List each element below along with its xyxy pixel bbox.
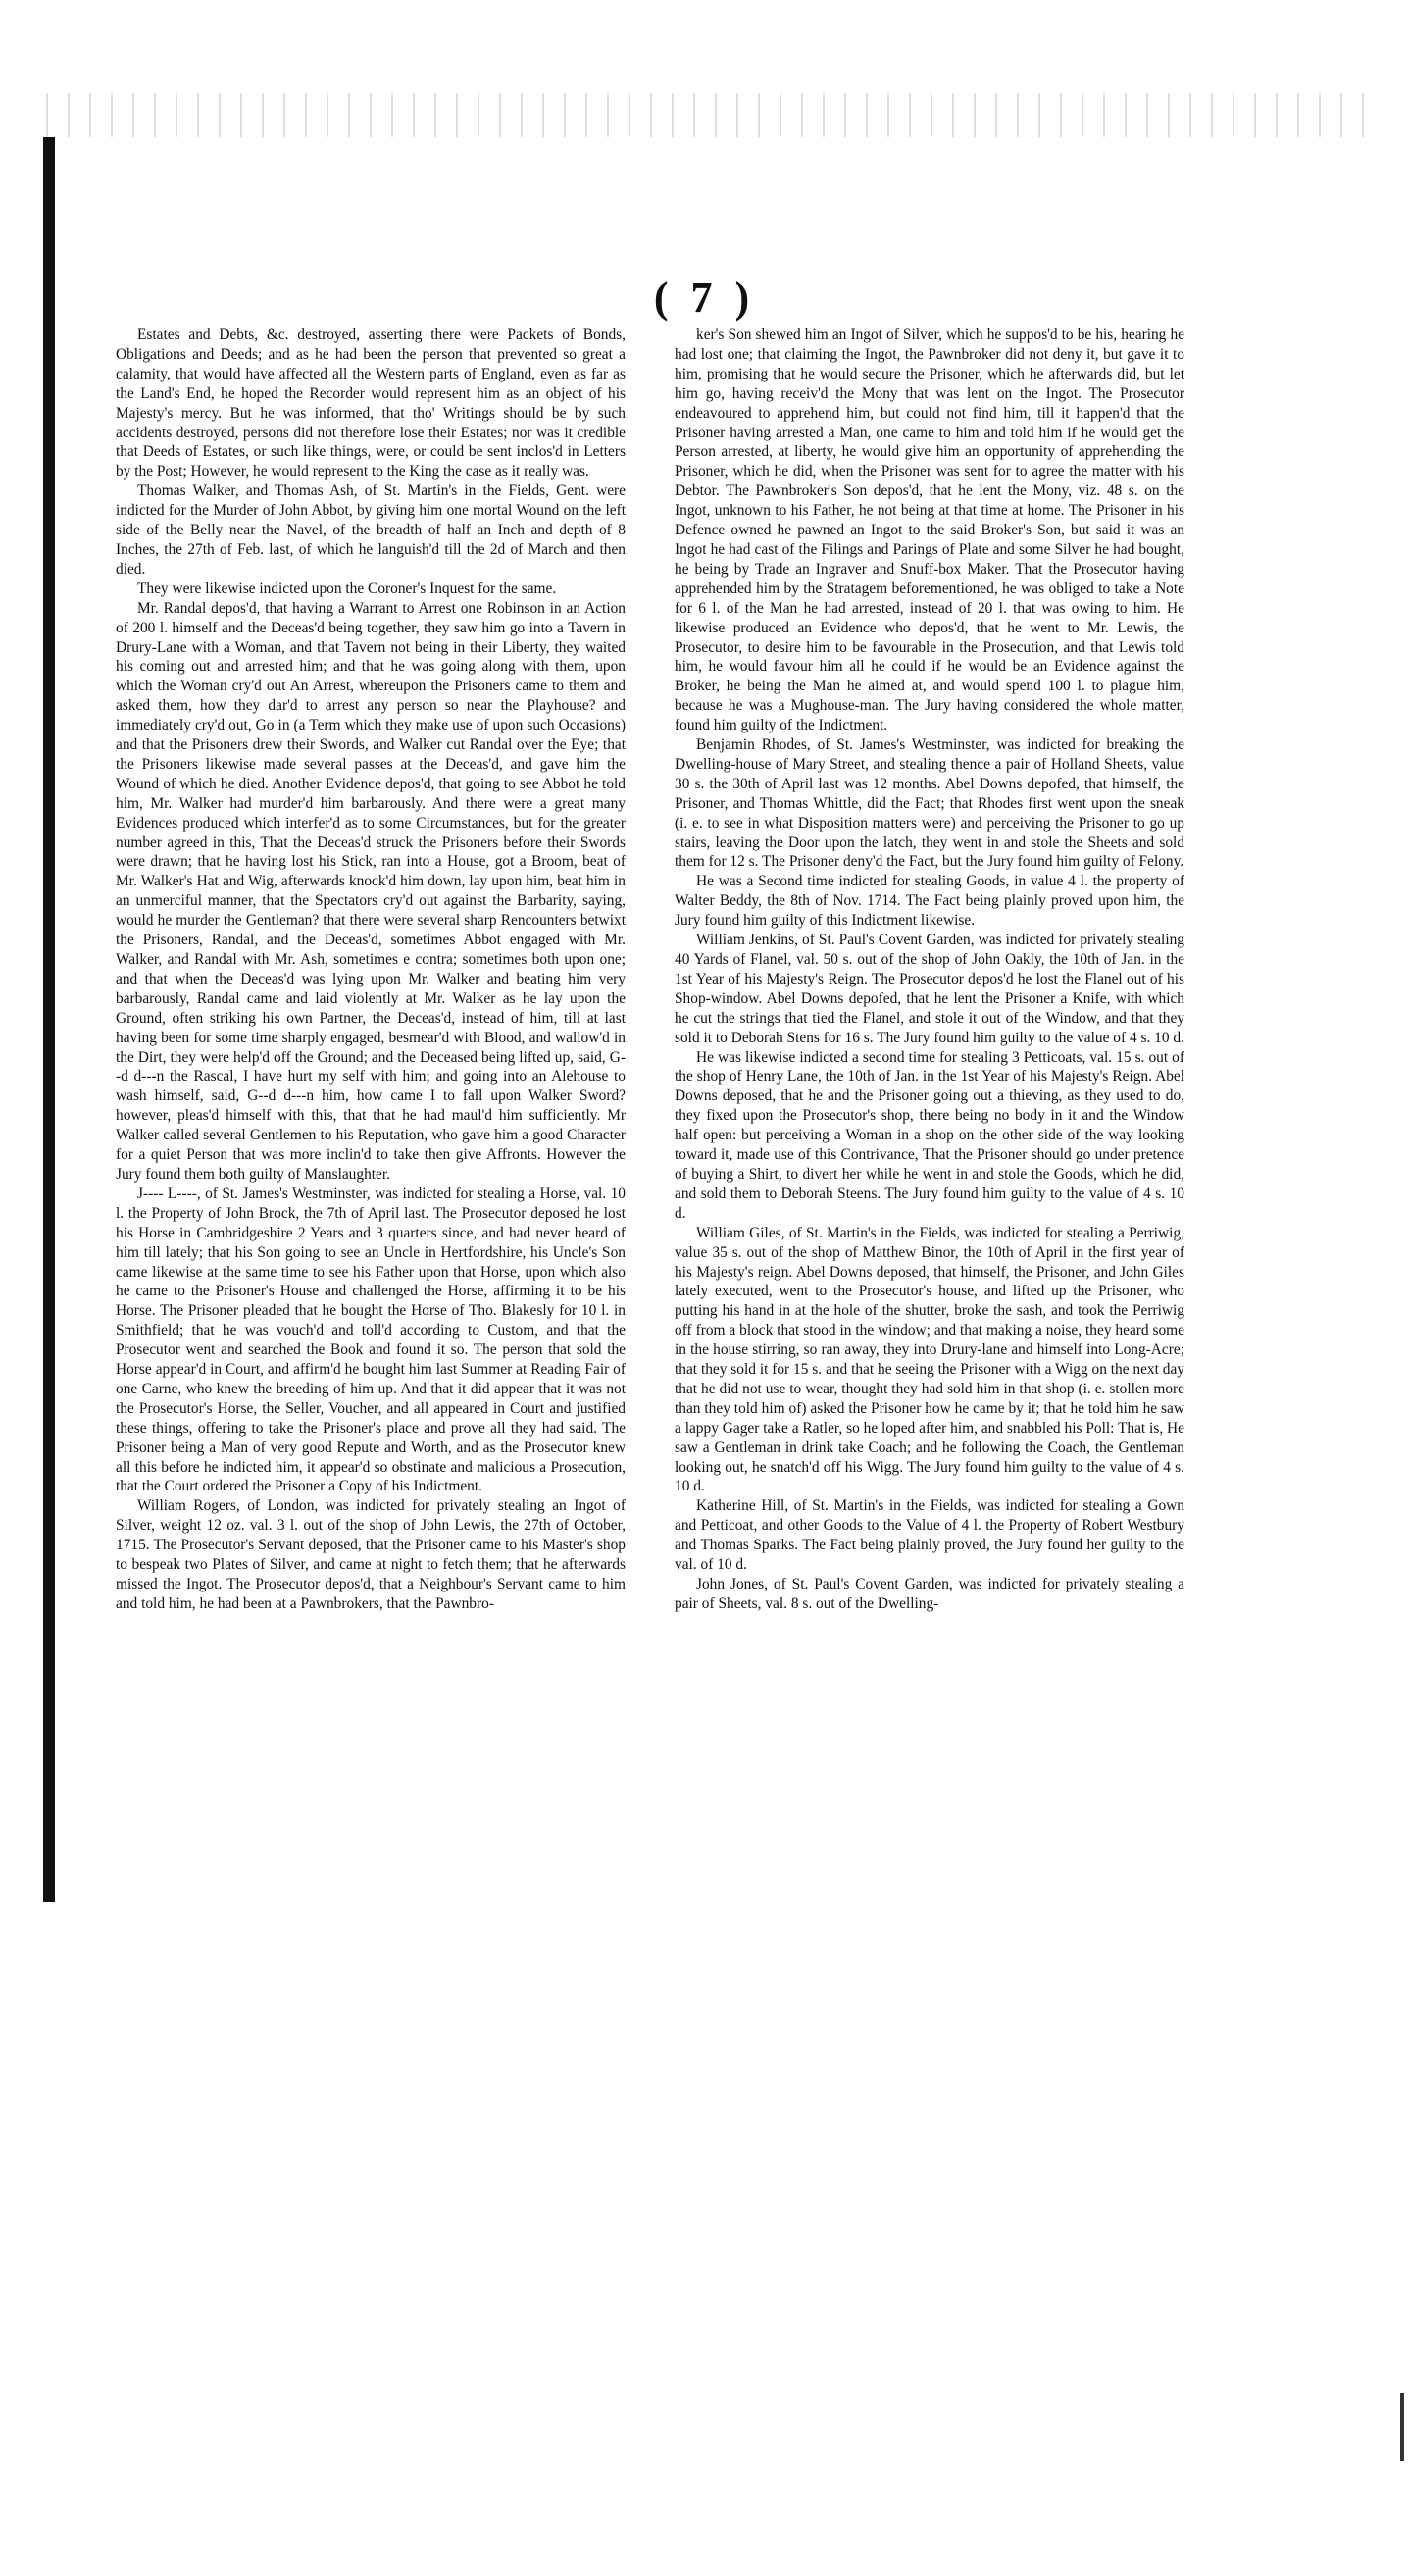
- paragraph: William Giles, of St. Martin's in the Fields, was indicted for stealing a Perriwig, value 35 s. out of the shop of Matthew Binor, the 10th of April in the first year of his Majesty's reign. Abel Downs deposed, that himself, the Prisoner, and John Giles lately executed, went to the Prosecutor's house, and lifted up the Prisoner, who putting his hand in at the hole of the shutter, broke the sash, and took the Perriwig off from a block that stood in the window; and that making a noise, they heard some in the house stirring, so ran away, they into Drury-lane and himself into Long-Acre; that they sold it for 15 s. and that he seeing the Prisoner with a Wigg on the next day that he did not use to wear, thought they had sold him in that shop (i. e. stollen more than they told him of) asked the Prisoner how he came by it; that he told him he saw a lappy Gager take a Ratler, so he loped after him, and snabbled his Poll: That is, He saw a Gentleman in drink take Coach; and he following the Coach, the Gentleman looking out, he snatch'd off his Wigg. The Jury found him guilty to the value of 4 s. 10 d.: [675, 1224, 1184, 1495]
- scan-noise-top: [39, 93, 1370, 137]
- binding-edge: [43, 137, 55, 1902]
- paragraph: Benjamin Rhodes, of St. James's Westminster, was indicted for breaking the Dwelling-house of Mary Street, and stealing thence a pair of Holland Sheets, value 30 s. the 30th of April last was 12 months. Abel Downs depofed, that himself, the Prisoner, and Thomas Whittle, did the Fact; that Rhodes first went upon the sneak (i. e. to see in what Disposition matters were) and perceiving the Prisoner to go up stairs, leaving the Door upon the latch, they went in and stole the Sheets and sold them for 12 s. The Prisoner deny'd the Fact, but the Jury found him guilty of Felony.: [675, 736, 1184, 871]
- paragraph: William Rogers, of London, was indicted for privately stealing an Ingot of Silver, weight 12 oz. val. 3 l. out of the shop of John Lewis, the 27th of October, 1715. The Prosecutor's Servant deposed, that the Prisoner came to his Master's shop to bespeak two Plates of Silver, and came at night to fetch them; that he afterwards missed the Ingot. The Prosecutor depos'd, that a Neighbour's Servant came to him and told him, he had been at a Pawnbrokers, that the Pawnbro-: [116, 1497, 626, 1612]
- paragraph: William Jenkins, of St. Paul's Covent Garden, was indicted for privately stealing 40 Yards of Flanel, val. 50 s. out of the shop of John Oakly, the 10th of Jan. in the 1st Year of his Majesty's Reign. The Prosecutor depos'd he lost the Flanel out of his Shop-window. Abel Downs depofed, that he lent the Prisoner a Knife, with which he cut the strings that tied the Flanel, and stole it out of the Window, and that they sold it to Deborah Stens for 16 s. The Jury found him guilty to the value of 4 s. 10 d.: [675, 932, 1184, 1046]
- paragraph: ker's Son shewed him an Ingot of Silver, which he suppos'd to be his, hearing he had lost one; that claiming the Ingot, the Pawnbroker did not deny it, but gave it to him, promising that he would secure the Prisoner, which he afterwards did, but let him go, having receiv'd the Mony that was lent on the Ingot. The Prosecutor endeavoured to apprehend him, but could not find him, till it happen'd that the Prisoner having arrested a Man, one came to him and told him if he would get the Person arrested, at liberty, he would give him an opportunity of apprehending the Prisoner, which he did, when the Prisoner was sent for to agree the matter with his Debtor. The Pawnbroker's Son depos'd, that he lent the Mony, viz. 48 s. on the Ingot, unknown to his Father, he not being at that time at home. The Prisoner in his Defence owned he pawned an Ingot to the said Broker's Son, but said it was an Ingot he had cast of the Filings and Parings of Plate and some Silver he had bought, he being by Trade an Ingraver and Snuff-box Maker. That the Prosecutor having apprehended him by the Stratagem beforementioned, he was obliged to take a Note for 6 l. of the Man he had arrested, instead of 20 l. that was owing to him. He likewise produced an Evidence who depos'd, that he went to Mr. Lewis, the Prosecutor, to desire him to be favourable in the Prosecution, and that Lewis told him, he would favour him all he could if he would be an Evidence against the Broker, he being the Man he aimed at, and would spend 100 l. to plague him, because he was a Mughouse-man. The Jury having considered the whole matter, found him guilty of the Indictment.: [675, 327, 1184, 734]
- paragraph: Mr. Randal depos'd, that having a Warrant to Arrest one Robinson in an Action of 200 l. himself and the Deceas'd being together, they saw him go into a Tavern in Drury-Lane with a Woman, and that Tavern not being in their Liberty, they waited his coming out and arrested him; and that he was going along with them, upon which the Woman cry'd out An Arrest, whereupon the Prisoners came to them and asked them, how they dar'd to arrest any person so near the Playhouse? and immediately cry'd out, Go in (a Term which they make use of upon such Occasions) and that the Prisoners drew their Swords, and Walker cut Randal over the Eye; that the Prisoners likewise made several passes at the Deceas'd, and gave him the Wound of which he died. Another Evidence depos'd, that going to see Abbot he told him, Mr. Walker had murder'd him barbarously. And there were a great many Evidences produced which interfer'd as to some Circumstances, but for the greater number agreed in this, That the Deceas'd struck the Prisoners before their Swords were drawn; that he having lost his Stick, ran into a House, got a Broom, beat of Mr. Walker's Hat and Wig, afterwards knock'd him down, lay upon him, beat him in an unmerciful manner, that the Spectators cry'd out against the Barbarity, saying, would he murder the Gentleman? that there were several sharp Rencounters betwixt the Prisoners, Randal, and the Deceas'd, sometimes Abbot engaged with Mr. Walker, and Randal with Mr. Ash, sometimes e contra; sometimes both upon one; and that when the Deceas'd was lying upon Mr. Walker and beating him very barbarously, Randal came and laid violently at Mr. Walker as he lay upon the Ground, often striking his own Partner, the Deceas'd, instead of him, till at last having been for some time sharply engaged, besmear'd with Blood, and wallow'd in the Dirt, they were help'd off the Ground; and the Deceased being lifted up, said, G--d d---n the Rascal, I have hurt my self with him; and going into an Alehouse to wash himself, said, G--d d---n him, how came I to fall upon Walker Sword? however, pleas'd himself with this, that that he had maul'd him sufficiently. Mr Walker called several Gentlemen to his Reputation, who gave him a good Character for a quiet Person that was more inclin'd to take then give Affronts. However the Jury found them both guilty of Manslaughter.: [116, 599, 626, 1183]
- paragraph: John Jones, of St. Paul's Covent Garden, was indicted for privately stealing a pair of Sheets, val. 8 s. out of the Dwelling-: [675, 1576, 1184, 1612]
- page-edge-mark: [1400, 2393, 1404, 2461]
- paragraph: They were likewise indicted upon the Coroner's Inquest for the same.: [137, 580, 557, 597]
- paragraph: He was a Second time indicted for stealing Goods, in value 4 l. the property of Walter Beddy, the 8th of Nov. 1714. The Fact being plainly proved upon him, the Jury found him guilty of this Indictment likewise.: [675, 873, 1184, 930]
- paragraph: Katherine Hill, of St. Martin's in the Fields, was indicted for stealing a Gown and Petticoat, and other Goods to the Value of 4 l. the Property of Robert Westbury and Thomas Sparks. The Fact being plainly proved, the Jury found her guilty to the val. of 10 d.: [675, 1497, 1184, 1574]
- paragraph: Thomas Walker, and Thomas Ash, of St. Martin's in the Fields, Gent. were indicted for the Murder of John Abbot, by giving him one mortal Wound on the left side of the Belly near the Navel, of the breadth of half an Inch and depth of 8 Inches, the 27th of Feb. last, of which he languish'd till the 2d of March and then died.: [116, 482, 626, 578]
- paragraph: He was likewise indicted a second time for stealing 3 Petticoats, val. 15 s. out of the shop of Henry Lane, the 10th of Jan. in the 1st Year of his Majesty's Reign. Abel Downs deposed, that he and the Prisoner going out a thieving, as they used to do, they fixed upon the Prosecutor's shop, there being no body in it and the Window half open: but perceiving a Woman in a shop on the other side of the way looking toward it, made use of this Contrivance, That the Prisoner should go under pretence of buying a Shirt, to divert her while he went in and stole the Goods, which he did, and sold them to Deborah Steens. The Jury found him guilty to the value of 4 s. 10 d.: [675, 1048, 1184, 1222]
- paragraph: Estates and Debts, &c. destroyed, asserting there were Packets of Bonds, Obligations and Deeds; and as he had been the person that prevented so great a calamity, that would have affected all the Western parts of England, even as far as the Land's End, he hoped the Recorder would represent him as an object of his Majesty's mercy. But he was informed, that tho' Writings should be by such accidents destroyed, persons did not therefore lose their Estates; nor was it credible that Deeds of Estates, or such like things, were, or could be sent inclos'd in Letters by the Post; However, he would represent to the King the case as it really was.: [116, 327, 626, 480]
- left-column: [116, 326, 626, 1614]
- right-column: [675, 326, 1184, 1614]
- page-number: ( 7 ): [653, 274, 756, 322]
- paragraph: J---- L----, of St. James's Westminster, was indicted for stealing a Horse, val. 10 l. the Property of John Brock, the 7th of April last. The Prosecutor deposed he lost his Horse in Cambridgeshire 2 Years and 3 quarters since, and had never heard of him till lately; that his Son going to see an Uncle in Hertfordshire, his Uncle's Son came likewise at the same time to see his Father upon that Horse, upon which also he came to the Prisoner's House and challenged the Horse, affirming it to be his Horse. The Prisoner pleaded that he bought the Horse of Tho. Blakesly for 10 l. in Smithfield; that he was vouch'd and toll'd according to Custom, and that the Prosecutor went and searched the Book and found it so. The person that sold the Horse appear'd in Court, and affirm'd he bought him last Summer at Reading Fair of one Carne, who knew the breeding of him up. And that it did appear that it was not the Prosecutor's Horse, the Seller, Voucher, and all appeared in Court and justified these things, offering to take the Prisoner's place and prove all they had said. The Prisoner being a Man of very good Repute and Worth, and as the Prosecutor knew all this before he indicted him, it appear'd so obstinate and malicious a Prosecution, that the Court ordered the Prisoner a Copy of his Indictment.: [116, 1185, 626, 1495]
